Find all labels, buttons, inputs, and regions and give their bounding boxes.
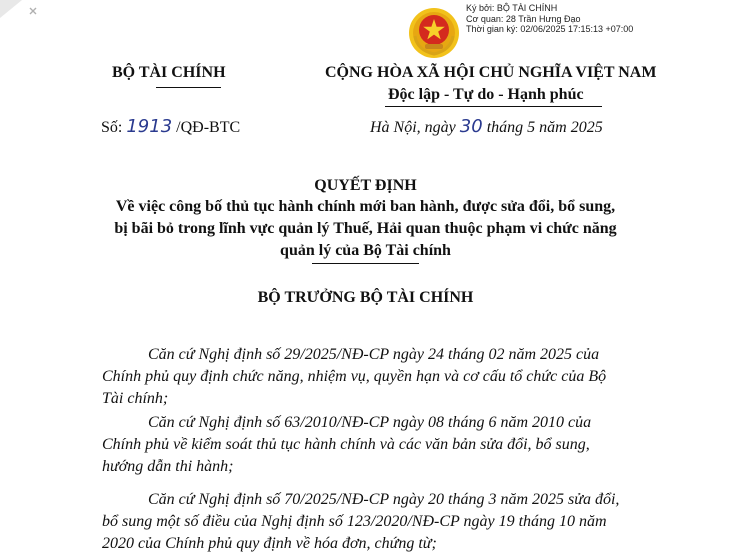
- paragraph-line: Căn cứ Nghị định số 29/2025/NĐ-CP ngày 24 tháng 02 năm 2025 của: [148, 346, 600, 363]
- date-prefix: Hà Nội, ngày: [370, 119, 460, 136]
- subject-line: quản lý của Bộ Tài chính: [280, 242, 451, 259]
- paragraph-line: bổ sung một số điều của Nghị định số 123/2020/NĐ-CP ngày 19 tháng 10 năm: [102, 513, 607, 530]
- document-number-handwritten: 1913: [126, 116, 173, 137]
- signature-signer: Ký bởi: BỘ TÀI CHÍNH: [466, 3, 558, 13]
- document-number: [101, 116, 240, 137]
- subject-line: bị bãi bỏ trong lĩnh vực quản lý Thuế, Hải quan thuộc phạm vi chức năng: [114, 220, 617, 237]
- paragraph-line: Chính phủ quy định chức năng, nhiệm vụ, quyền hạn và cơ cấu tổ chức của Bộ: [102, 368, 607, 385]
- digital-signature-info: [466, 3, 633, 35]
- paragraph-line: Căn cứ Nghị định số 70/2025/NĐ-CP ngày 20 tháng 3 năm 2025 sửa đổi,: [148, 491, 620, 508]
- national-motto: Độc lập - Tự do - Hạnh phúc: [388, 86, 584, 103]
- signature-time: Thời gian ký: 02/06/2025 17:15:13 +07:00: [466, 24, 634, 34]
- issuing-authority: BỘ TRƯỞNG BỘ TÀI CHÍNH: [257, 289, 474, 306]
- paragraph-line: Căn cứ Nghị định số 63/2010/NĐ-CP ngày 08 tháng 6 năm 2010 của: [148, 414, 592, 431]
- organization-underline: [156, 87, 221, 88]
- paragraph-line: hướng dẫn thi hành;: [102, 458, 234, 475]
- document-date: [370, 116, 603, 137]
- document-number-suffix: /QĐ-BTC: [172, 119, 241, 136]
- subject-underline: [312, 263, 419, 264]
- page-corner-mark: [0, 0, 50, 22]
- document-title: QUYẾT ĐỊNH: [314, 177, 417, 194]
- paragraph-line: Chính phủ về kiểm soát thủ tục hành chính và các văn bản sửa đổi, bổ sung,: [102, 436, 590, 453]
- signature-agency: Cơ quan: 28 Trần Hưng Đạo: [466, 13, 581, 24]
- national-emblem-icon: [407, 6, 461, 60]
- legal-basis-paragraph: [102, 344, 662, 410]
- national-title: CỘNG HÒA XÃ HỘI CHỦ NGHĨA VIỆT NAM: [325, 64, 657, 81]
- document-number-prefix: Số:: [101, 119, 127, 136]
- date-suffix: tháng 5 năm 2025: [482, 119, 603, 136]
- paragraph-line: 2020 của Chính phủ quy định về hóa đơn, chứng từ;: [102, 535, 437, 552]
- motto-underline: [385, 106, 602, 107]
- subject-line: Về việc công bố thủ tục hành chính mới ban hành, được sửa đổi, bổ sung,: [115, 198, 616, 215]
- date-day-handwritten: 30: [459, 116, 483, 137]
- legal-basis-paragraph: [102, 412, 662, 478]
- legal-basis-paragraph: [102, 489, 662, 555]
- issuing-organization: BỘ TÀI CHÍNH: [112, 64, 226, 81]
- paragraph-line: Tài chính;: [102, 390, 169, 407]
